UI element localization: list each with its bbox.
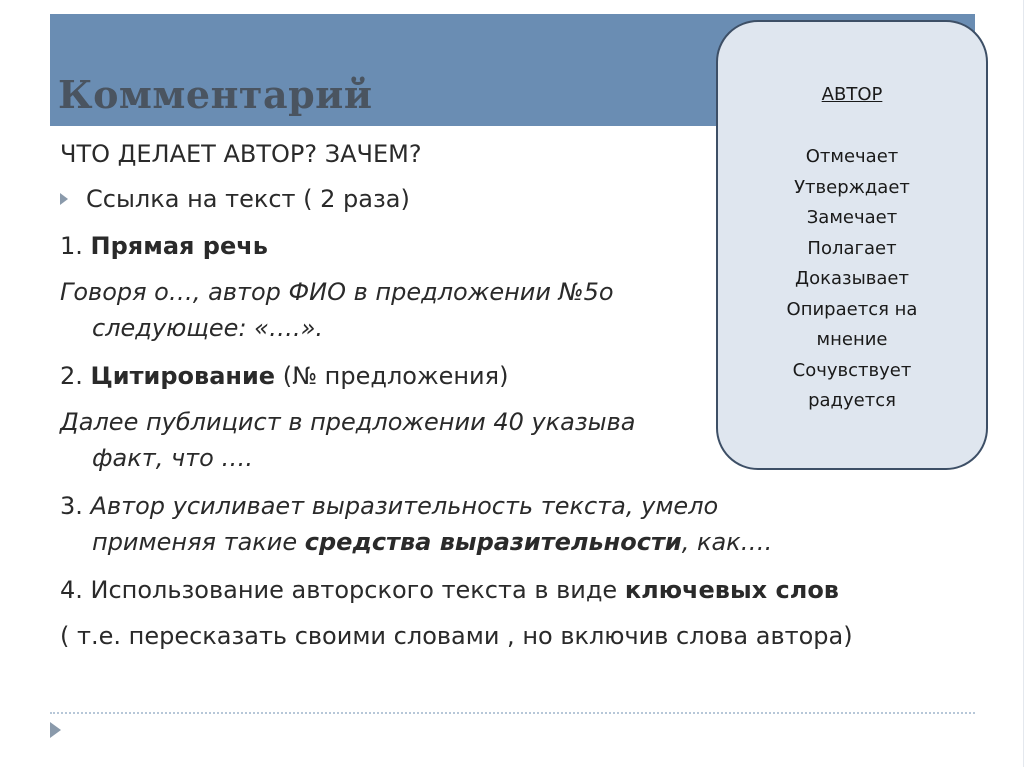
line-example-2a <box>60 408 635 436</box>
callout-item: Доказывает <box>795 268 909 289</box>
callout-item: Утверждает <box>794 176 910 198</box>
callout-item: Сочувствует <box>792 359 912 381</box>
bullet-text: Ссылка на текст ( 2 раза) <box>86 185 410 213</box>
callout-item: радуется <box>808 390 896 411</box>
line-bullet-reference <box>60 185 410 213</box>
bullet-arrow-icon <box>60 193 68 205</box>
item-keyword: ключевых слов <box>624 576 839 604</box>
slide-title: Комментарий <box>58 72 373 117</box>
callout-list <box>718 142 986 417</box>
item-number: 3. <box>60 492 91 520</box>
line-citation <box>60 362 508 390</box>
author-verbs-callout <box>716 20 988 470</box>
callout-item: Отмечает <box>805 146 899 167</box>
line-keywords <box>60 576 839 604</box>
example-text: факт, что …. <box>92 444 254 472</box>
callout-heading: АВТОР <box>821 84 883 105</box>
example-text: Говоря о…, автор ФИО в предложении №5о <box>60 278 614 306</box>
item-keyword: средства выразительности <box>304 528 682 556</box>
item-detail: (№ предложения) <box>275 362 509 390</box>
item-heading: Прямая речь <box>90 232 268 260</box>
line-example-1b <box>92 314 323 342</box>
item-text: , как…. <box>681 528 773 556</box>
item-number: 2. <box>60 362 91 390</box>
footer-arrow-icon <box>50 722 61 738</box>
footer-divider <box>50 712 975 714</box>
callout-item: Полагает <box>807 237 897 259</box>
callout-item: Замечает <box>806 207 898 228</box>
item-heading: Цитирование <box>90 362 276 390</box>
line-expressiveness-b <box>92 528 772 556</box>
line-question: ЧТО ДЕЛАЕТ АВТОР? ЗАЧЕМ? <box>60 140 422 168</box>
callout-item: мнение <box>816 329 888 350</box>
callout-item: Опирается на <box>786 298 918 320</box>
line-example-2b <box>92 444 253 472</box>
item-number: 1. <box>60 232 91 260</box>
example-text: следующее: «….». <box>92 314 324 342</box>
item-text: применяя такие <box>92 528 305 556</box>
line-direct-speech <box>60 232 268 260</box>
item-text: 4. Использование авторского текста в виде <box>60 576 625 604</box>
line-example-1a <box>60 278 614 306</box>
example-text: Далее публицист в предложении 40 указыва <box>60 408 636 436</box>
item-text: Автор усиливает выразительность текста, умело <box>90 492 719 520</box>
line-retell: ( т.е. пересказать своими словами , но включив слова автора) <box>60 622 853 650</box>
line-expressiveness-a <box>60 492 718 520</box>
